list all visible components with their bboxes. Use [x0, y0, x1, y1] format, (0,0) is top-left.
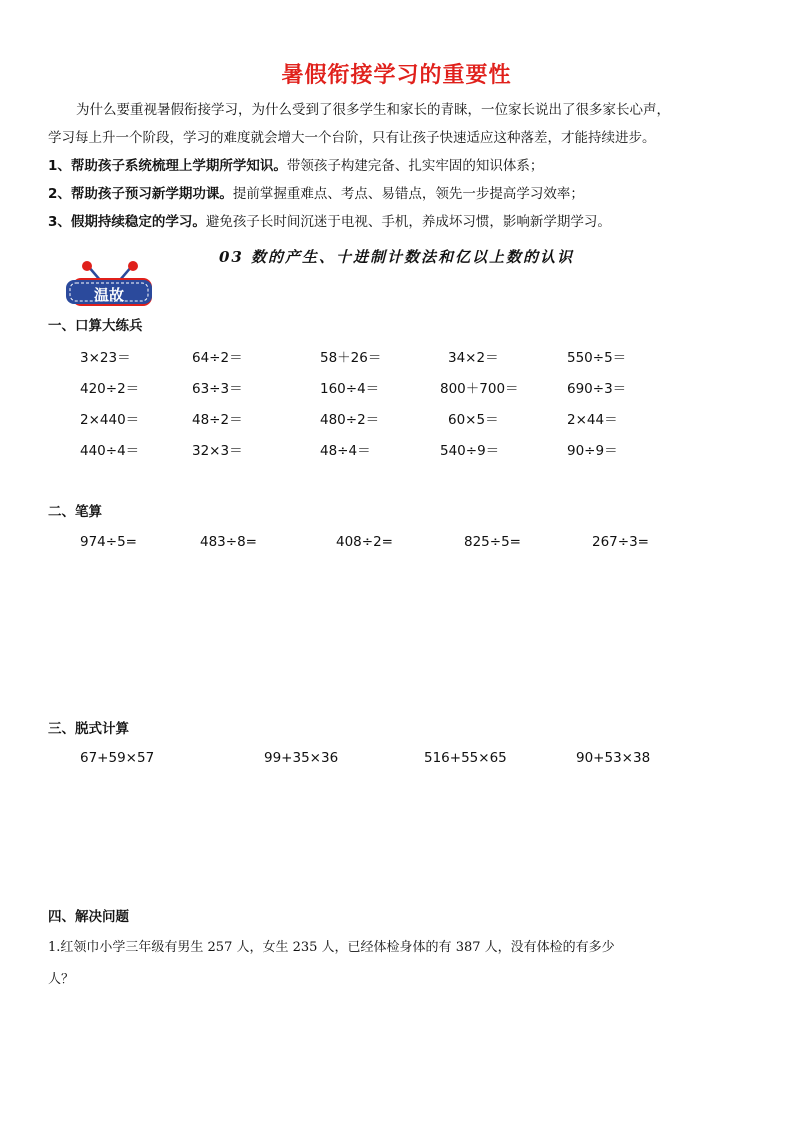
oral-item: 800＋700＝	[440, 381, 519, 397]
oral-item: 60×5＝	[448, 412, 499, 428]
oral-item: 58＋26＝	[320, 350, 382, 366]
point-2-lead: 2、帮助孩子预习新学期功课。	[48, 186, 233, 202]
point-3-rest: 避免孩子长时间沉迷于电视、手机，养成坏习惯，影响新学期学习。	[205, 214, 611, 230]
problem-1-line-1: 1.红领巾小学三年级有男生 257 人，女生 235 人，已经体检身体的有 387 人，没有体检的有多少	[48, 940, 615, 955]
combined-item: 67+59×57	[80, 750, 155, 766]
oral-item: 48÷4＝	[320, 443, 371, 459]
oral-item: 63÷3＝	[192, 381, 243, 397]
lesson-title: 03 数的产生、十进制计数法和亿以上数的认识	[218, 248, 575, 266]
oral-item: 64÷2＝	[192, 350, 243, 366]
written-item: 483÷8=	[200, 534, 257, 550]
section-combined-title: 三、脱式计算	[48, 721, 129, 737]
point-3-lead: 3、假期持续稳定的学习。	[48, 214, 206, 230]
combined-item: 90+53×38	[576, 750, 651, 766]
section-oral-title: 一、口算大练兵	[48, 318, 143, 334]
section-problems-title: 四、解决问题	[48, 909, 129, 925]
point-1	[48, 152, 543, 180]
oral-item: 540÷9＝	[440, 443, 500, 459]
oral-item: 440÷4＝	[80, 443, 140, 459]
badge-label: 温故	[93, 286, 124, 304]
review-badge	[58, 258, 162, 308]
oral-item: 90÷9＝	[567, 443, 618, 459]
oral-item: 32×3＝	[192, 443, 243, 459]
section-written-title: 二、笔算	[48, 504, 102, 520]
intro-line-2: 学习每上升一个阶段，学习的难度就会增大一个台阶，只有让孩子快速适应这种落差，才能持续进步。	[48, 130, 656, 146]
written-item: 267÷3=	[592, 534, 649, 550]
written-item: 974÷5=	[80, 534, 137, 550]
point-3	[48, 208, 611, 236]
oral-item: 48÷2＝	[192, 412, 243, 428]
oral-item: 480÷2＝	[320, 412, 380, 428]
written-item: 825÷5=	[464, 534, 521, 550]
oral-item: 34×2＝	[448, 350, 499, 366]
oral-item: 2×440＝	[80, 412, 140, 428]
oral-item: 160÷4＝	[320, 381, 380, 397]
written-item: 408÷2=	[336, 534, 393, 550]
point-1-rest: 带领孩子构建完备、扎实牢固的知识体系；	[286, 158, 544, 174]
oral-item: 3×23＝	[80, 350, 131, 366]
combined-item: 516+55×65	[424, 750, 507, 766]
point-2-rest: 提前掌握重难点、考点、易错点，领先一步提高学习效率；	[232, 186, 584, 202]
page-title: 暑假衔接学习的重要性	[281, 63, 512, 88]
oral-item: 690÷3＝	[567, 381, 627, 397]
oral-item: 420÷2＝	[80, 381, 140, 397]
combined-item: 99+35×36	[264, 750, 339, 766]
oral-item: 550÷5＝	[567, 350, 627, 366]
oral-item: 2×44＝	[567, 412, 618, 428]
point-1-lead: 1、帮助孩子系统梳理上学期所学知识。	[48, 158, 287, 174]
problem-1-line-2: 人？	[48, 972, 75, 987]
point-2	[48, 180, 584, 208]
intro-line-1: 为什么要重视暑假衔接学习，为什么受到了很多学生和家长的青睐，一位家长说出了很多家长心声，	[76, 102, 670, 118]
